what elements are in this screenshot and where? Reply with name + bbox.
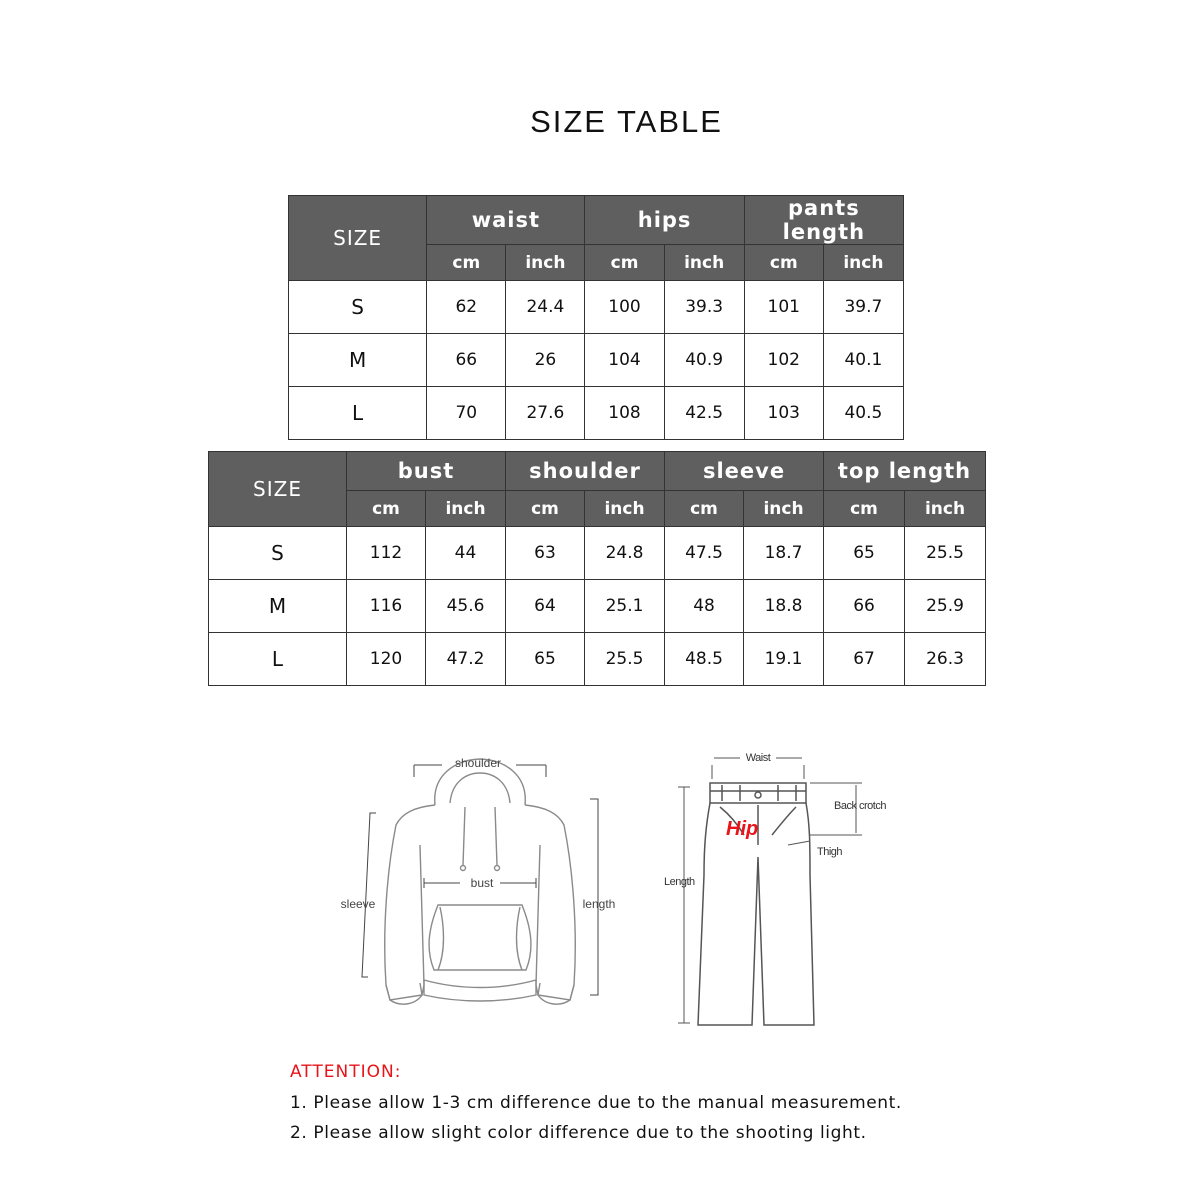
table-cell: 48.5 bbox=[665, 633, 744, 686]
table-cell: 101 bbox=[744, 281, 823, 334]
table-cell: 63 bbox=[506, 527, 585, 580]
table-cell: 44 bbox=[426, 527, 506, 580]
size-label: S bbox=[289, 281, 427, 334]
size-column-header: SIZE bbox=[209, 452, 347, 527]
table-cell: 26 bbox=[506, 334, 585, 387]
hips-header: hips bbox=[585, 196, 744, 245]
table-cell: 67 bbox=[824, 633, 905, 686]
table-cell: 47.5 bbox=[665, 527, 744, 580]
unit-header: cm bbox=[427, 245, 506, 281]
table-cell: 66 bbox=[824, 580, 905, 633]
table-cell: 25.1 bbox=[585, 580, 665, 633]
table-cell: 64 bbox=[506, 580, 585, 633]
unit-header: cm bbox=[744, 245, 823, 281]
table-row bbox=[209, 633, 986, 686]
table-cell: 116 bbox=[347, 580, 426, 633]
table-cell: 39.7 bbox=[823, 281, 903, 334]
table-cell: 18.8 bbox=[744, 580, 824, 633]
table-cell: 25.5 bbox=[905, 527, 986, 580]
sleeve-label: sleeve bbox=[340, 897, 376, 911]
size-label: L bbox=[289, 387, 427, 440]
pants-size-table bbox=[288, 195, 904, 440]
table-cell: 66 bbox=[427, 334, 506, 387]
note-item: 2. Please allow slight color difference due to the shooting light. bbox=[290, 1123, 867, 1143]
size-label: M bbox=[209, 580, 347, 633]
table-row bbox=[209, 580, 986, 633]
table-cell: 40.1 bbox=[823, 334, 903, 387]
bust-header: bust bbox=[347, 452, 506, 491]
thigh-label: Thigh bbox=[817, 846, 843, 858]
unit-header: inch bbox=[744, 491, 824, 527]
table-row bbox=[289, 334, 904, 387]
table-row bbox=[289, 281, 904, 334]
waist-header: waist bbox=[427, 196, 585, 245]
unit-header: inch bbox=[823, 245, 903, 281]
table-cell: 25.9 bbox=[905, 580, 986, 633]
table-cell: 39.3 bbox=[664, 281, 744, 334]
table-cell: 62 bbox=[427, 281, 506, 334]
unit-header: inch bbox=[585, 491, 665, 527]
top-length-header: top length bbox=[824, 452, 986, 491]
table-cell: 65 bbox=[506, 633, 585, 686]
table-cell: 100 bbox=[585, 281, 664, 334]
unit-header: inch bbox=[426, 491, 506, 527]
unit-header: cm bbox=[824, 491, 905, 527]
unit-header: inch bbox=[664, 245, 744, 281]
hip-label: Hip bbox=[726, 818, 759, 840]
unit-header: cm bbox=[506, 491, 585, 527]
pants-measurement-diagram bbox=[660, 745, 900, 1030]
size-label: S bbox=[209, 527, 347, 580]
shoulder-label: shoulder bbox=[454, 756, 502, 770]
hoodie-measurement-diagram bbox=[320, 745, 640, 1025]
unit-header: cm bbox=[585, 245, 664, 281]
table-cell: 42.5 bbox=[664, 387, 744, 440]
shoulder-header: shoulder bbox=[506, 452, 665, 491]
measurement-lines bbox=[678, 758, 862, 1023]
table-cell: 70 bbox=[427, 387, 506, 440]
table-cell: 26.3 bbox=[905, 633, 986, 686]
waist-label: Waist bbox=[745, 752, 771, 764]
unit-header: inch bbox=[905, 491, 986, 527]
unit-header: cm bbox=[665, 491, 744, 527]
table-cell: 112 bbox=[347, 527, 426, 580]
table-cell: 102 bbox=[744, 334, 823, 387]
table-cell: 120 bbox=[347, 633, 426, 686]
table-cell: 45.6 bbox=[426, 580, 506, 633]
pants-length-header: pants length bbox=[744, 196, 903, 245]
table-cell: 48 bbox=[665, 580, 744, 633]
table-cell: 27.6 bbox=[506, 387, 585, 440]
table-cell: 40.5 bbox=[823, 387, 903, 440]
attention-heading: ATTENTION: bbox=[290, 1062, 402, 1082]
length-label: length bbox=[582, 897, 616, 911]
sleeve-header: sleeve bbox=[665, 452, 824, 491]
table-cell: 47.2 bbox=[426, 633, 506, 686]
bust-label: bust bbox=[470, 876, 494, 890]
size-column-header: SIZE bbox=[289, 196, 427, 281]
table-cell: 24.8 bbox=[585, 527, 665, 580]
table-cell: 103 bbox=[744, 387, 823, 440]
size-label: M bbox=[289, 334, 427, 387]
table-cell: 24.4 bbox=[506, 281, 585, 334]
page-title: SIZE TABLE bbox=[530, 104, 723, 139]
size-label: L bbox=[209, 633, 347, 686]
table-cell: 40.9 bbox=[664, 334, 744, 387]
unit-header: cm bbox=[347, 491, 426, 527]
table-row bbox=[209, 527, 986, 580]
length-label: Length bbox=[664, 876, 695, 888]
unit-header: inch bbox=[506, 245, 585, 281]
table-row bbox=[289, 387, 904, 440]
top-size-table bbox=[208, 451, 986, 686]
table-cell: 19.1 bbox=[744, 633, 824, 686]
table-cell: 65 bbox=[824, 527, 905, 580]
table-cell: 108 bbox=[585, 387, 664, 440]
back-crotch-label: Back crotch bbox=[834, 800, 886, 812]
table-cell: 25.5 bbox=[585, 633, 665, 686]
table-cell: 18.7 bbox=[744, 527, 824, 580]
note-item: 1. Please allow 1-3 cm difference due to the manual measurement. bbox=[290, 1093, 902, 1113]
table-cell: 104 bbox=[585, 334, 664, 387]
